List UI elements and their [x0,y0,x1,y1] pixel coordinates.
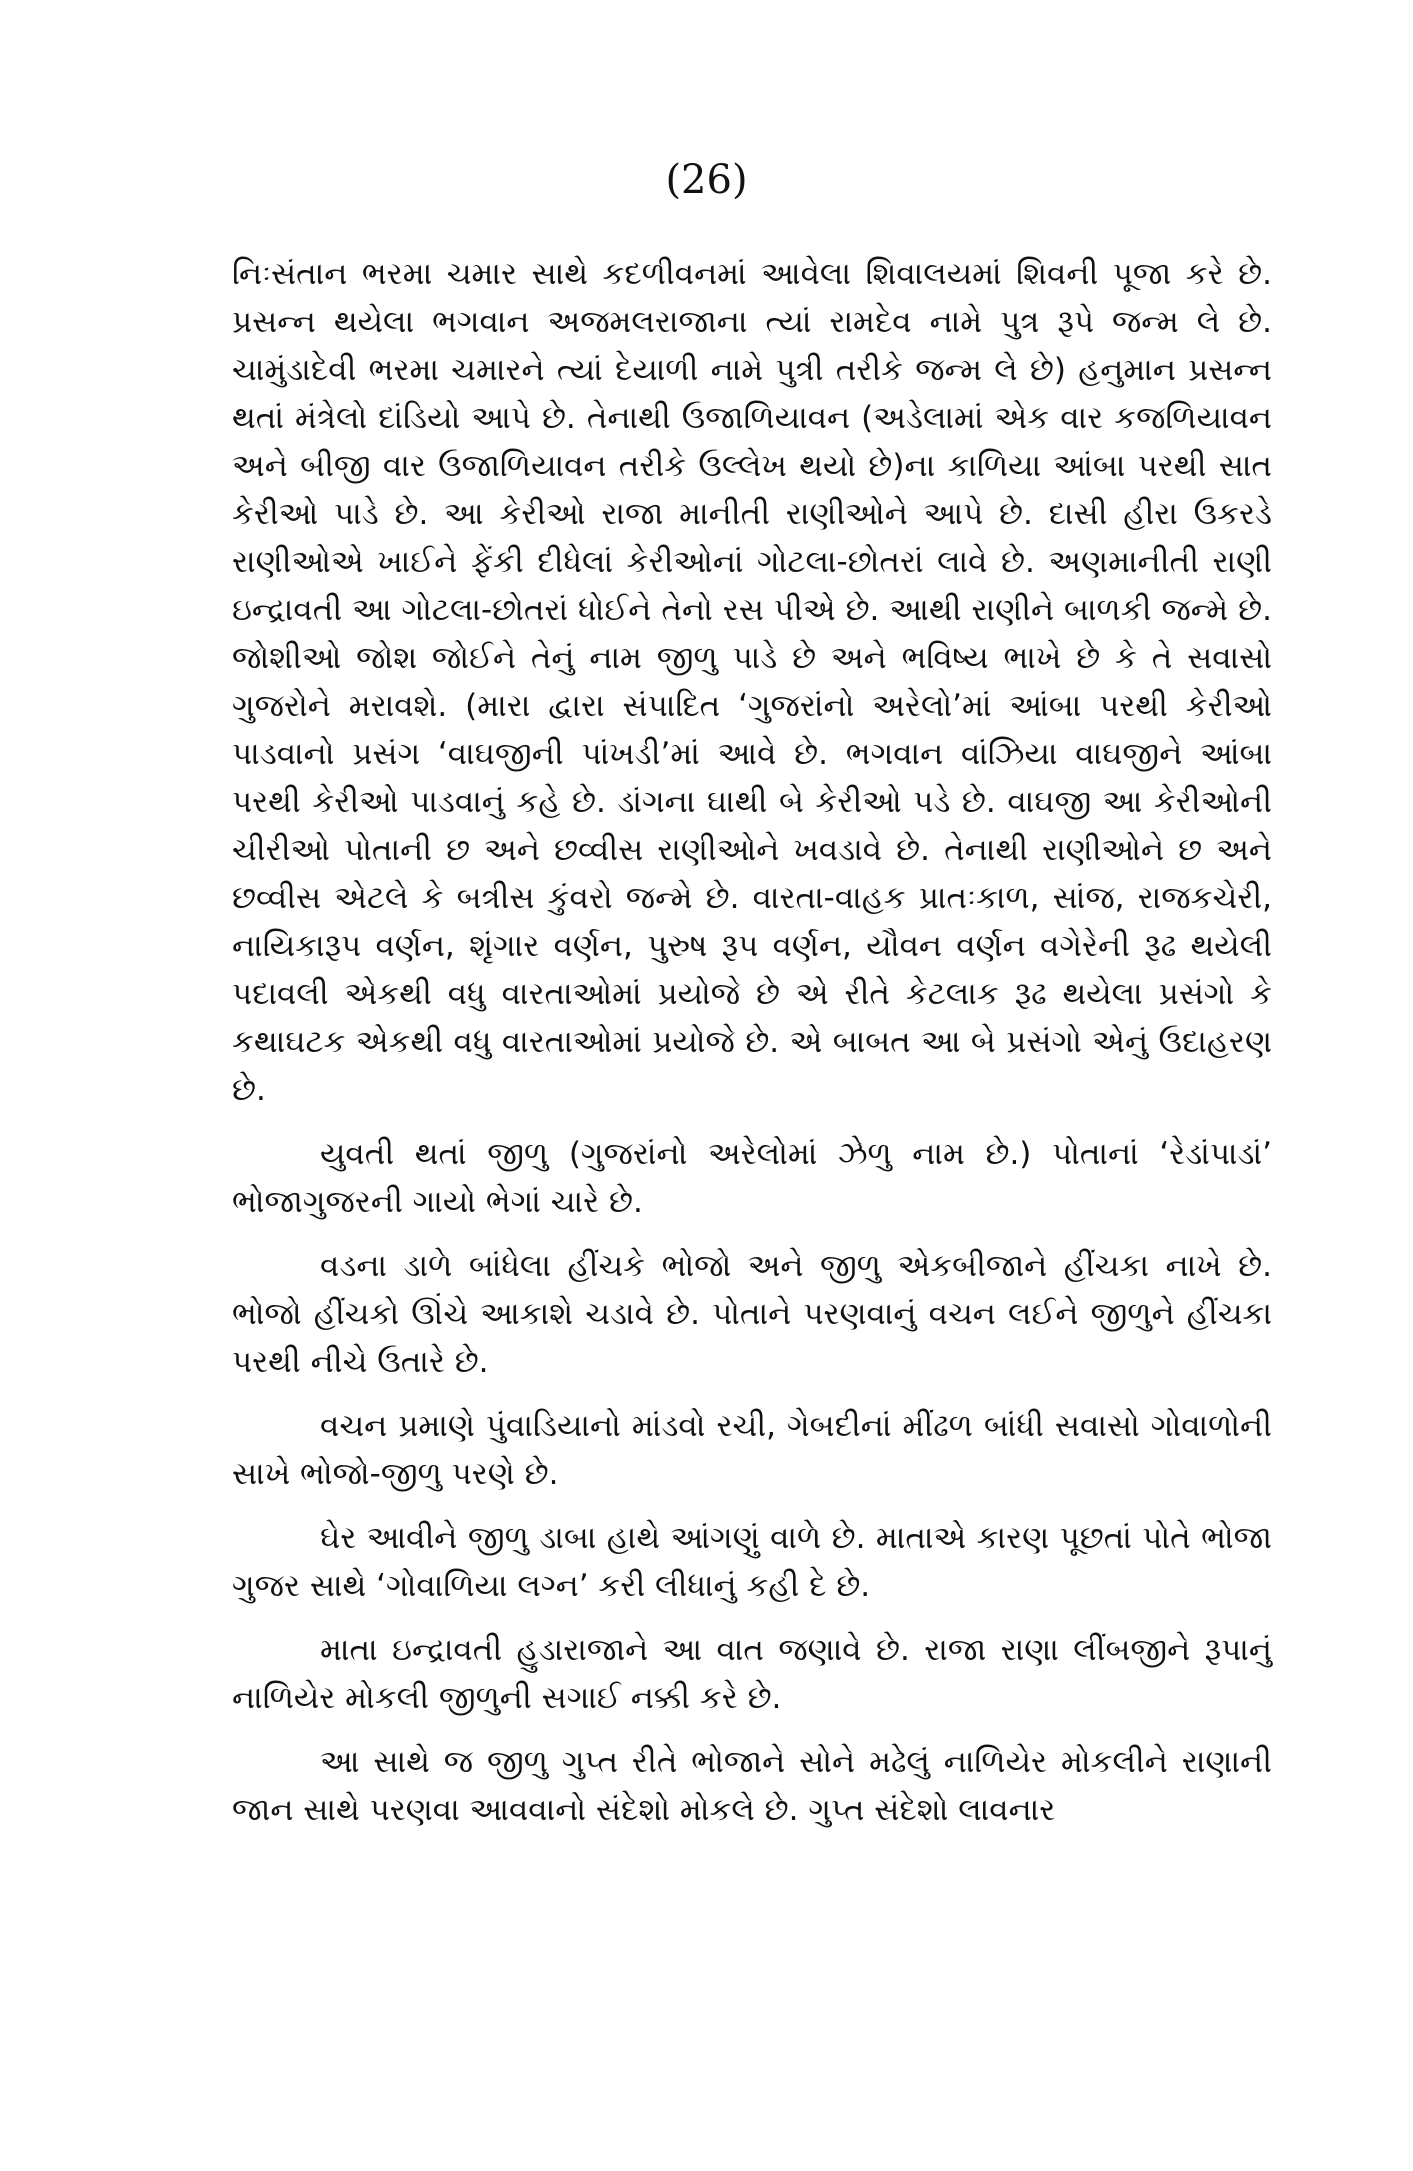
paragraph: નિઃસંતાન ભરમા ચમાર સાથે કદળીવનમાં આવેલા શિવાલયમાં શિવની પૂજા કરે છે. પ્રસન્ન થયેલા ભગવાન અજમલરાજાના ત્યાં રામદેવ નામે પુત્ર રૂપે જન્મ લે છે. ચામુંડાદેવી ભરમા ચમારને ત્યાં દેયાળી નામે પુત્રી તરીકે જન્મ લે છે) હનુમાન પ્રસન્ન થતાં મંત્રેલો દાંડિયો આપે છે. તેનાથી ઉજાળિયાવન (અડેલામાં એક વાર કજળિયાવન અને બીજી વાર ઉજાળિયાવન તરીકે ઉલ્લેખ થયો છે)ના કાળિયા આંબા પરથી સાત કેરીઓ પાડે છે. આ કેરીઓ રાજા માનીતી રાણીઓને આપે છે. દાસી હીરા ઉકરડે રાણીઓએ ખાઈને ફેંકી દીધેલાં કેરીઓનાં ગોટલા-છોતરાં લાવે છે. અણમાનીતી રાણી ઇન્દ્રાવતી આ ગોટલા-છોતરાં ધોઈને તેનો રસ પીએ છે. આથી રાણીને બાળકી જન્મે છે. જોશીઓ જોશ જોઈને તેનું નામ જીળુ પાડે છે અને ભવિષ્ય ભાખે છે કે તે સવાસો ગુજરોને મરાવશે. (મારા દ્વારા સંપાદિત ‘ગુજરાંનો અરેલો’માં આંબા પરથી કેરીઓ પાડવાનો પ્રસંગ ‘વાઘજીની પાંખડી’માં આવે છે. ભગવાન વાંઝિયા વાઘજીને આંબા પરથી કેરીઓ પાડવાનું કહે છે. ડાંગના ઘાથી બે કેરીઓ પડે છે. વાઘજી આ કેરીઓની ચીરીઓ પોતાની છ અને છવ્વીસ રાણીઓને ખવડાવે છે. તેનાથી રાણીઓને છ અને છવ્વીસ એટલે કે બત્રીસ કુંવરો જન્મે છે. વારતા-વાહક પ્રાતઃકાળ, સાંજ, રાજકચેરી, નાયિકારૂપ વર્ણન, શૃંગાર વર્ણન, પુરુષ રૂપ વર્ણન, યૌવન વર્ણન વગેરેની રૂઢ થયેલી પદાવલી એકથી વધુ વારતાઓમાં પ્રયોજે છે એ રીતે કેટલાક રૂઢ થયેલા પ્રસંગો કે કથાઘટક એકથી વધુ વારતાઓમાં પ્રયોજે છે. એ બાબત આ બે પ્રસંગો એનું ઉદાહરણ છે. [232,256,1272,1108]
paragraph: યુવતી થતાં જીળુ (ગુજરાંનો અરેલોમાં ઝેળુ નામ છે.) પોતાનાં ‘રેડાંપાડાં’ ભોજાગુજરની ગાયો ભેગાં ચારે છે. [232,1136,1272,1220]
paragraph: વચન પ્રમાણે પુંવાડિયાનો માંડવો રચી, ગેબદીનાં મીંઢળ બાંધી સવાસો ગોવાળોની સાખે ભોજો-જીળુ પરણે છે. [232,1408,1272,1492]
paragraph: વડના ડાળે બાંધેલા હીંચકે ભોજો અને જીળુ એકબીજાને હીંચકા નાખે છે. ભોજો હીંચકો ઊંચે આકાશે ચડાવે છે. પોતાને પરણવાનું વચન લઈને જીળુને હીંચકા પરથી નીચે ઉતારે છે. [232,1248,1272,1380]
paragraph: માતા ઇન્દ્રાવતી હુડારાજાને આ વાત જણાવે છે. રાજા રાણા લીંબજીને રૂપાનું નાળિયેર મોકલી જીળુની સગાઈ નક્કી કરે છે. [232,1632,1272,1716]
paragraph: ઘેર આવીને જીળુ ડાબા હાથે આંગણું વાળે છે. માતાએ કારણ પૂછતાં પોતે ભોજા ગુજર સાથે ‘ગોવાળિયા લગ્ન’ કરી લીધાનું કહી દે છે. [232,1520,1272,1604]
body-text [232,250,1272,1850]
paragraph: આ સાથે જ જીળુ ગુપ્ત રીતે ભોજાને સોને મઢેલું નાળિયેર મોકલીને રાણાની જાન સાથે પરણવા આવવાનો સંદેશો મોકલે છે. ગુપ્ત સંદેશો લાવનાર [232,1744,1272,1828]
page-number: (26) [665,157,748,203]
